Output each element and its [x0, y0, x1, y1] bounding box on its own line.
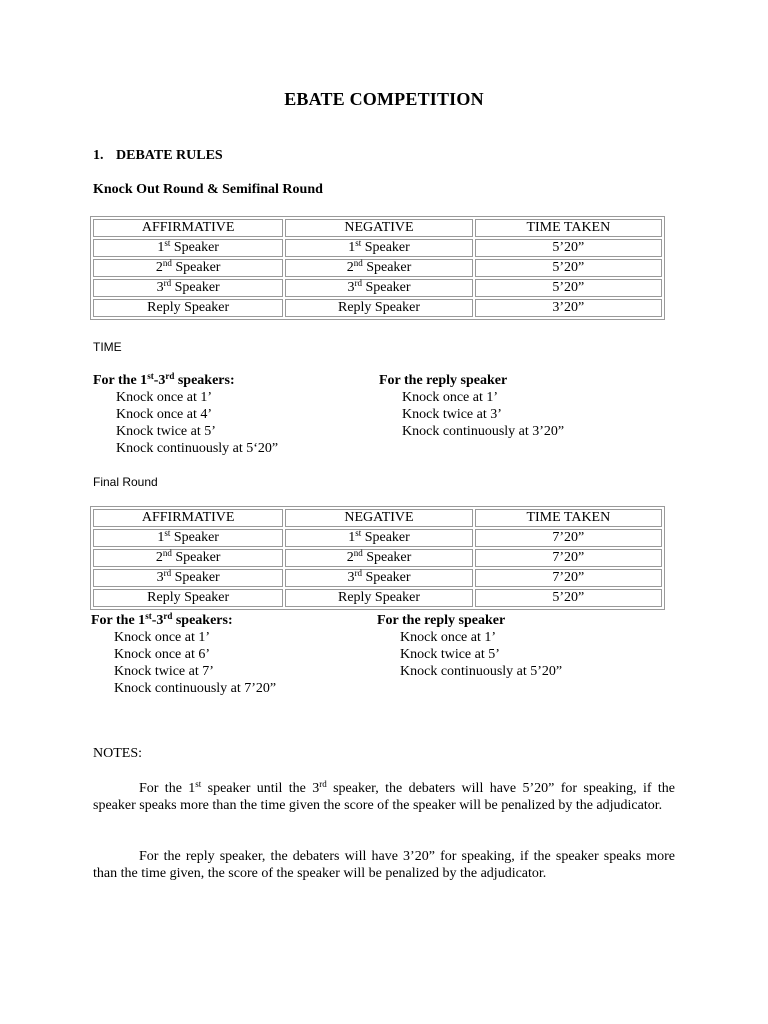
section-number: 1. — [93, 148, 104, 163]
table-row — [93, 569, 662, 587]
table-row — [93, 549, 662, 567]
table-header-row — [93, 509, 662, 527]
cell-affirmative: 3rd Speaker — [93, 569, 283, 587]
cell-time: 5’20” — [475, 279, 662, 297]
list-item: Knock continuously at 7’20” — [114, 681, 277, 696]
cell-time: 7’20” — [475, 529, 662, 547]
cell-negative: 1st Speaker — [285, 529, 472, 547]
cell-negative: 1st Speaker — [285, 239, 472, 257]
cell-time: 3’20” — [475, 299, 662, 317]
cell-time: 7’20” — [475, 569, 662, 587]
header-negative: NEGATIVE — [285, 509, 472, 527]
list-item: Knock once at 4’ — [116, 407, 213, 422]
cell-affirmative: Reply Speaker — [93, 299, 283, 317]
time1-right-heading: For the reply speaker — [379, 373, 508, 388]
list-item: Knock twice at 3’ — [402, 407, 502, 422]
cell-affirmative: 2nd Speaker — [93, 549, 283, 567]
table-row — [93, 239, 662, 257]
cell-negative: 2nd Speaker — [285, 549, 472, 567]
table-row — [93, 259, 662, 277]
cell-time: 5’20” — [475, 239, 662, 257]
time1-left-heading: For the 1st-3rd speakers: — [93, 371, 235, 388]
list-item: Knock twice at 5’ — [400, 647, 500, 662]
header-time-taken: TIME TAKEN — [475, 219, 662, 237]
notes-paragraph-2: For the reply speaker, the debaters will have 3’20” for speaking, if the speaker speaks more than the time given, the score of the speaker will be penalized by the adjudicator. — [93, 849, 675, 881]
list-item: Knock once at 6’ — [114, 647, 211, 662]
time2-left — [91, 612, 371, 697]
cell-negative: 2nd Speaker — [285, 259, 472, 277]
cell-time: 7’20” — [475, 549, 662, 567]
header-affirmative: AFFIRMATIVE — [93, 509, 283, 527]
header-negative: NEGATIVE — [285, 219, 472, 237]
list-item: Knock once at 1’ — [402, 390, 499, 405]
notes-label: NOTES: — [93, 746, 142, 761]
cell-affirmative: Reply Speaker — [93, 589, 283, 607]
table-row — [93, 299, 662, 317]
list-item: Knock continuously at 5’20” — [400, 664, 563, 679]
cell-affirmative: 2nd Speaker — [93, 259, 283, 277]
document-title: EBATE COMPETITION — [284, 89, 484, 109]
section-heading — [93, 148, 223, 164]
time2-right — [377, 612, 667, 680]
table-header-row — [93, 219, 662, 237]
cell-negative: Reply Speaker — [285, 589, 472, 607]
section-title: DEBATE RULES — [116, 148, 223, 163]
table-row — [93, 279, 662, 297]
list-item: Knock twice at 5’ — [116, 424, 216, 439]
header-affirmative: AFFIRMATIVE — [93, 219, 283, 237]
time2-right-heading: For the reply speaker — [377, 613, 506, 628]
cell-time: 5’20” — [475, 259, 662, 277]
cell-affirmative: 1st Speaker — [93, 529, 283, 547]
time2-left-heading: For the 1st-3rd speakers: — [91, 611, 233, 628]
list-item: Knock continuously at 5‘20” — [116, 441, 279, 456]
list-item: Knock once at 1’ — [114, 630, 211, 645]
cell-affirmative: 1st Speaker — [93, 239, 283, 257]
header-time-taken: TIME TAKEN — [475, 509, 662, 527]
list-item: Knock twice at 7’ — [114, 664, 214, 679]
time1-right — [379, 372, 669, 440]
time-label: TIME — [93, 340, 122, 354]
cell-negative: Reply Speaker — [285, 299, 472, 317]
cell-time: 5’20” — [475, 589, 662, 607]
notes-paragraph-1: For the 1st speaker until the 3rd speaker, the debaters will have 5’20” for speaking, if the speaker speaks more than the time given the score of the speaker will be penalized by the adjudicator. — [93, 779, 675, 813]
cell-negative: 3rd Speaker — [285, 279, 472, 297]
round1-table — [90, 216, 665, 320]
table-row — [93, 529, 662, 547]
list-item: Knock continuously at 3’20” — [402, 424, 565, 439]
round1-title: Knock Out Round & Semifinal Round — [93, 182, 323, 197]
final-round-label: Final Round — [93, 475, 158, 489]
time1-left — [93, 372, 373, 457]
cell-affirmative: 3rd Speaker — [93, 279, 283, 297]
table-row — [93, 589, 662, 607]
final-round-table — [90, 506, 665, 610]
list-item: Knock once at 1’ — [400, 630, 497, 645]
cell-negative: 3rd Speaker — [285, 569, 472, 587]
list-item: Knock once at 1’ — [116, 390, 213, 405]
